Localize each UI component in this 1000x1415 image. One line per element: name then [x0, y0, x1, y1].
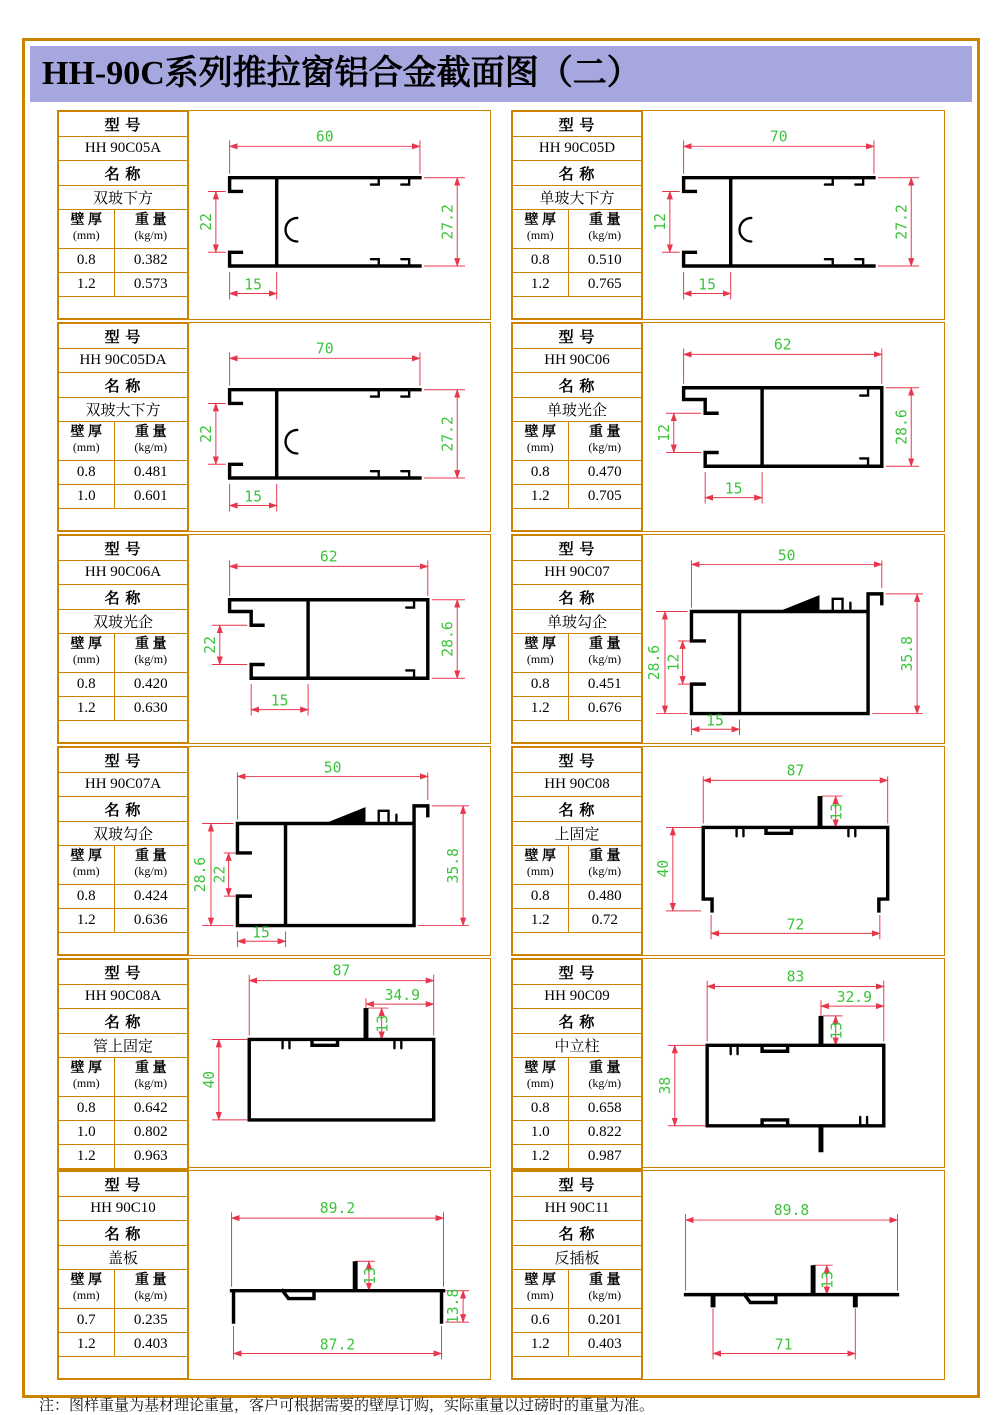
dim-top: 62	[773, 336, 792, 354]
dim-left-inner: 22	[211, 865, 229, 884]
model-value: HH 90C05A	[58, 137, 188, 161]
model-value: HH 90C06	[512, 349, 642, 373]
name-label: 名 称	[512, 161, 642, 186]
weight-value: 0.382	[114, 249, 188, 273]
weight-value: 0.601	[114, 485, 188, 509]
thickness-value: 0.8	[58, 461, 114, 485]
name-label: 名 称	[58, 585, 188, 610]
dim-top: 70	[315, 340, 334, 358]
dim-left: 22	[201, 636, 219, 654]
dim-top: 87	[332, 962, 351, 980]
spec-table	[511, 1170, 643, 1380]
thickness-value: 1.0	[58, 1121, 114, 1145]
model-label: 型 号	[58, 1171, 188, 1197]
dim-top: 60	[315, 128, 334, 146]
dim-bottom: 15	[698, 276, 717, 294]
model-label: 型 号	[512, 959, 642, 985]
name-value: 双玻勾企	[58, 822, 188, 846]
spec-table	[57, 1170, 189, 1380]
empty-cell	[58, 297, 188, 320]
weight-value: 0.480	[568, 885, 642, 909]
name-value: 单玻大下方	[512, 186, 642, 210]
weight-header: 重 量 (kg/m)	[114, 422, 188, 461]
thickness-header: 壁 厚 (mm)	[512, 846, 568, 885]
dim-bottom: 15	[244, 276, 263, 294]
cad-svg	[189, 959, 490, 1167]
cad-svg	[643, 959, 944, 1167]
cad-svg	[189, 535, 490, 743]
panel-hh90c08a	[57, 958, 491, 1168]
dim-fin: 13	[828, 802, 846, 821]
cad-svg	[189, 747, 490, 955]
spec-table	[511, 958, 643, 1171]
section-drawing	[642, 534, 945, 744]
panel-hh90c06	[511, 322, 945, 532]
name-value: 双玻大下方	[58, 398, 188, 422]
weight-value: 0.822	[568, 1121, 642, 1145]
weight-header: 重 量 (kg/m)	[114, 846, 188, 885]
name-value: 中立柱	[512, 1034, 642, 1058]
dim-top: 89.8	[773, 1202, 810, 1220]
spec-table	[57, 958, 189, 1171]
panel-hh90c06a	[57, 534, 491, 744]
dim-left: 38	[656, 1076, 674, 1095]
name-value: 反插板	[512, 1246, 642, 1270]
cad-svg	[643, 323, 944, 531]
empty-cell	[58, 933, 188, 956]
weight-value: 0.642	[114, 1097, 188, 1121]
weight-header: 重 量 (kg/m)	[568, 422, 642, 461]
weight-value: 0.424	[114, 885, 188, 909]
dim-bottom: 72	[786, 916, 805, 934]
dim-sub: 32.9	[836, 989, 873, 1007]
footnote: 注：图样重量为基材理论重量，客户可根据需要的壁厚订购，实际重量以过磅时的重量为准。	[39, 1398, 655, 1414]
dim-left: 40	[200, 1070, 218, 1089]
section-drawing	[188, 534, 491, 744]
dim-top: 50	[323, 759, 342, 777]
model-value: HH 90C08A	[58, 985, 188, 1009]
weight-value: 0.470	[568, 461, 642, 485]
weight-value: 0.510	[568, 249, 642, 273]
spec-table	[511, 746, 643, 956]
weight-value: 0.420	[114, 673, 188, 697]
empty-cell	[512, 721, 642, 744]
thickness-header: 壁 厚 (mm)	[58, 1058, 114, 1097]
weight-value: 0.573	[114, 273, 188, 297]
section-drawing	[188, 958, 491, 1168]
name-value: 盖板	[58, 1246, 188, 1270]
dim-bottom: 15	[724, 480, 743, 498]
section-drawing	[642, 110, 945, 320]
model-value: HH 90C05DA	[58, 349, 188, 373]
dim-left: 40	[654, 859, 672, 878]
model-label: 型 号	[512, 535, 642, 561]
model-label: 型 号	[58, 747, 188, 773]
model-label: 型 号	[58, 535, 188, 561]
panel-hh90c05da	[57, 322, 491, 532]
model-label: 型 号	[58, 959, 188, 985]
weight-value: 0.235	[114, 1309, 188, 1333]
thickness-header: 壁 厚 (mm)	[512, 1270, 568, 1309]
thickness-value: 1.0	[58, 485, 114, 509]
model-label: 型 号	[58, 323, 188, 349]
weight-header: 重 量 (kg/m)	[114, 634, 188, 673]
thickness-value: 1.2	[58, 909, 114, 933]
model-value: HH 90C09	[512, 985, 642, 1009]
thickness-value: 0.8	[512, 885, 568, 909]
weight-header: 重 量 (kg/m)	[568, 846, 642, 885]
dim-bottom: 15	[244, 488, 263, 506]
weight-header: 重 量 (kg/m)	[568, 210, 642, 249]
cad-svg	[643, 1171, 944, 1379]
weight-value: 0.802	[114, 1121, 188, 1145]
weight-value: 0.481	[114, 461, 188, 485]
dim-bottom: 15	[252, 924, 270, 942]
name-value: 单玻勾企	[512, 610, 642, 634]
thickness-value: 0.8	[512, 461, 568, 485]
dim-fin: 13	[828, 1021, 846, 1040]
dim-right: 28.6	[893, 409, 911, 445]
dim-top: 70	[769, 128, 788, 146]
dim-top: 89.2	[319, 1200, 356, 1218]
section-drawing	[642, 1170, 945, 1380]
panel-hh90c08	[511, 746, 945, 956]
dim-fin: 13	[361, 1267, 379, 1285]
cad-svg	[189, 111, 490, 319]
cad-svg	[643, 535, 944, 743]
panel-hh90c11	[511, 1170, 945, 1380]
dim-right: 27.2	[439, 204, 457, 240]
page-title: HH-90C系列推拉窗铝合金截面图（二）	[30, 46, 972, 102]
thickness-header: 壁 厚 (mm)	[512, 210, 568, 249]
cad-svg	[643, 111, 944, 319]
dim-right: 35.8	[899, 636, 917, 672]
dim-right: 13.8	[445, 1288, 463, 1325]
model-value: HH 90C08	[512, 773, 642, 797]
thickness-value: 1.2	[58, 1333, 114, 1357]
dim-fin: 13	[374, 1014, 392, 1033]
model-value: HH 90C11	[512, 1197, 642, 1221]
weight-value: 0.987	[568, 1145, 642, 1169]
panel-hh90c10	[57, 1170, 491, 1380]
name-value: 单玻光企	[512, 398, 642, 422]
name-value: 双玻光企	[58, 610, 188, 634]
thickness-value: 0.8	[58, 1097, 114, 1121]
weight-value: 0.451	[568, 673, 642, 697]
empty-cell	[512, 933, 642, 956]
panel-hh90c09	[511, 958, 945, 1168]
thickness-value: 1.2	[512, 485, 568, 509]
spec-table	[57, 534, 189, 744]
panel-hh90c07	[511, 534, 945, 744]
name-label: 名 称	[512, 585, 642, 610]
thickness-value: 0.6	[512, 1309, 568, 1333]
weight-value: 0.636	[114, 909, 188, 933]
thickness-header: 壁 厚 (mm)	[58, 1270, 114, 1309]
weight-value: 0.658	[568, 1097, 642, 1121]
model-label: 型 号	[512, 747, 642, 773]
model-label: 型 号	[512, 323, 642, 349]
thickness-value: 1.2	[512, 697, 568, 721]
thickness-header: 壁 厚 (mm)	[58, 846, 114, 885]
thickness-value: 1.2	[58, 1145, 114, 1169]
weight-header: 重 量 (kg/m)	[114, 1270, 188, 1309]
dim-bottom: 71	[774, 1336, 793, 1354]
dim-left: 12	[651, 213, 669, 231]
thickness-header: 壁 厚 (mm)	[512, 422, 568, 461]
section-drawing	[642, 958, 945, 1168]
thickness-header: 壁 厚 (mm)	[58, 634, 114, 673]
page-frame	[22, 38, 980, 1414]
name-label: 名 称	[58, 373, 188, 398]
weight-value: 0.201	[568, 1309, 642, 1333]
thickness-value: 1.2	[512, 909, 568, 933]
dim-left: 28.6	[192, 856, 210, 893]
thickness-value: 0.8	[58, 885, 114, 909]
dim-left: 28.6	[646, 644, 664, 681]
weight-value: 0.72	[568, 909, 642, 933]
name-label: 名 称	[512, 1221, 642, 1246]
dim-top: 83	[786, 968, 805, 986]
name-label: 名 称	[512, 797, 642, 822]
weight-value: 0.963	[114, 1145, 188, 1169]
weight-value: 0.630	[114, 697, 188, 721]
thickness-value: 1.2	[512, 273, 568, 297]
model-value: HH 90C05D	[512, 137, 642, 161]
dim-left-inner: 12	[665, 653, 683, 672]
spec-table	[57, 746, 189, 956]
weight-header: 重 量 (kg/m)	[568, 634, 642, 673]
thickness-value: 0.8	[512, 1097, 568, 1121]
section-drawing	[642, 746, 945, 956]
dim-sub: 34.9	[384, 987, 421, 1005]
model-label: 型 号	[58, 111, 188, 137]
thickness-value: 1.2	[512, 1333, 568, 1357]
dim-left: 22	[197, 213, 215, 231]
weight-header: 重 量 (kg/m)	[568, 1058, 642, 1097]
section-drawing	[188, 1170, 491, 1380]
spec-table	[511, 534, 643, 744]
thickness-value: 1.2	[58, 273, 114, 297]
name-label: 名 称	[58, 161, 188, 186]
spec-table	[511, 110, 643, 320]
empty-cell	[58, 1357, 188, 1380]
thickness-header: 壁 厚 (mm)	[58, 210, 114, 249]
dim-top: 87	[786, 762, 805, 780]
empty-cell	[512, 509, 642, 532]
thickness-value: 0.8	[512, 673, 568, 697]
dim-right: 27.2	[893, 204, 911, 240]
cad-svg	[189, 1171, 490, 1379]
dim-fin: 13	[819, 1271, 837, 1289]
thickness-value: 1.2	[512, 1145, 568, 1169]
weight-value: 0.403	[568, 1333, 642, 1357]
name-label: 名 称	[512, 1009, 642, 1034]
model-value: HH 90C06A	[58, 561, 188, 585]
empty-cell	[512, 1357, 642, 1380]
panel-hh90c07a	[57, 746, 491, 956]
cad-svg	[643, 747, 944, 955]
dim-left: 22	[197, 425, 215, 443]
thickness-header: 壁 厚 (mm)	[512, 634, 568, 673]
name-label: 名 称	[512, 373, 642, 398]
weight-value: 0.403	[114, 1333, 188, 1357]
model-value: HH 90C10	[58, 1197, 188, 1221]
dim-bottom: 87.2	[319, 1336, 356, 1354]
thickness-value: 0.7	[58, 1309, 114, 1333]
name-value: 上固定	[512, 822, 642, 846]
model-value: HH 90C07	[512, 561, 642, 585]
empty-cell	[512, 297, 642, 320]
name-value: 双玻下方	[58, 186, 188, 210]
dim-right: 28.6	[439, 621, 457, 657]
spec-table	[57, 110, 189, 320]
dim-right: 35.8	[445, 848, 463, 884]
thickness-value: 0.8	[512, 249, 568, 273]
spec-table	[511, 322, 643, 532]
weight-header: 重 量 (kg/m)	[568, 1270, 642, 1309]
thickness-value: 0.8	[58, 673, 114, 697]
panel-grid	[25, 102, 977, 1382]
dim-bottom: 15	[706, 712, 724, 730]
weight-value: 0.676	[568, 697, 642, 721]
cad-svg	[189, 323, 490, 531]
dim-left: 12	[655, 424, 673, 442]
dim-top: 62	[319, 548, 338, 566]
panel-hh90c05d	[511, 110, 945, 320]
name-label: 名 称	[58, 1221, 188, 1246]
model-label: 型 号	[512, 1171, 642, 1197]
weight-header: 重 量 (kg/m)	[114, 210, 188, 249]
section-drawing	[642, 322, 945, 532]
empty-cell	[58, 721, 188, 744]
thickness-value: 1.2	[58, 697, 114, 721]
name-value: 管上固定	[58, 1034, 188, 1058]
thickness-value: 1.0	[512, 1121, 568, 1145]
panel-hh90c05a	[57, 110, 491, 320]
model-value: HH 90C07A	[58, 773, 188, 797]
thickness-header: 壁 厚 (mm)	[58, 422, 114, 461]
model-label: 型 号	[512, 111, 642, 137]
dim-bottom: 15	[270, 692, 289, 710]
weight-value: 0.765	[568, 273, 642, 297]
dim-right: 27.2	[439, 416, 457, 452]
spec-table	[57, 322, 189, 532]
section-drawing	[188, 322, 491, 532]
name-label: 名 称	[58, 1009, 188, 1034]
empty-cell	[58, 509, 188, 532]
thickness-value: 0.8	[58, 249, 114, 273]
section-drawing	[188, 746, 491, 956]
weight-header: 重 量 (kg/m)	[114, 1058, 188, 1097]
section-drawing	[188, 110, 491, 320]
dim-top: 50	[777, 547, 796, 565]
weight-value: 0.705	[568, 485, 642, 509]
name-label: 名 称	[58, 797, 188, 822]
thickness-header: 壁 厚 (mm)	[512, 1058, 568, 1097]
